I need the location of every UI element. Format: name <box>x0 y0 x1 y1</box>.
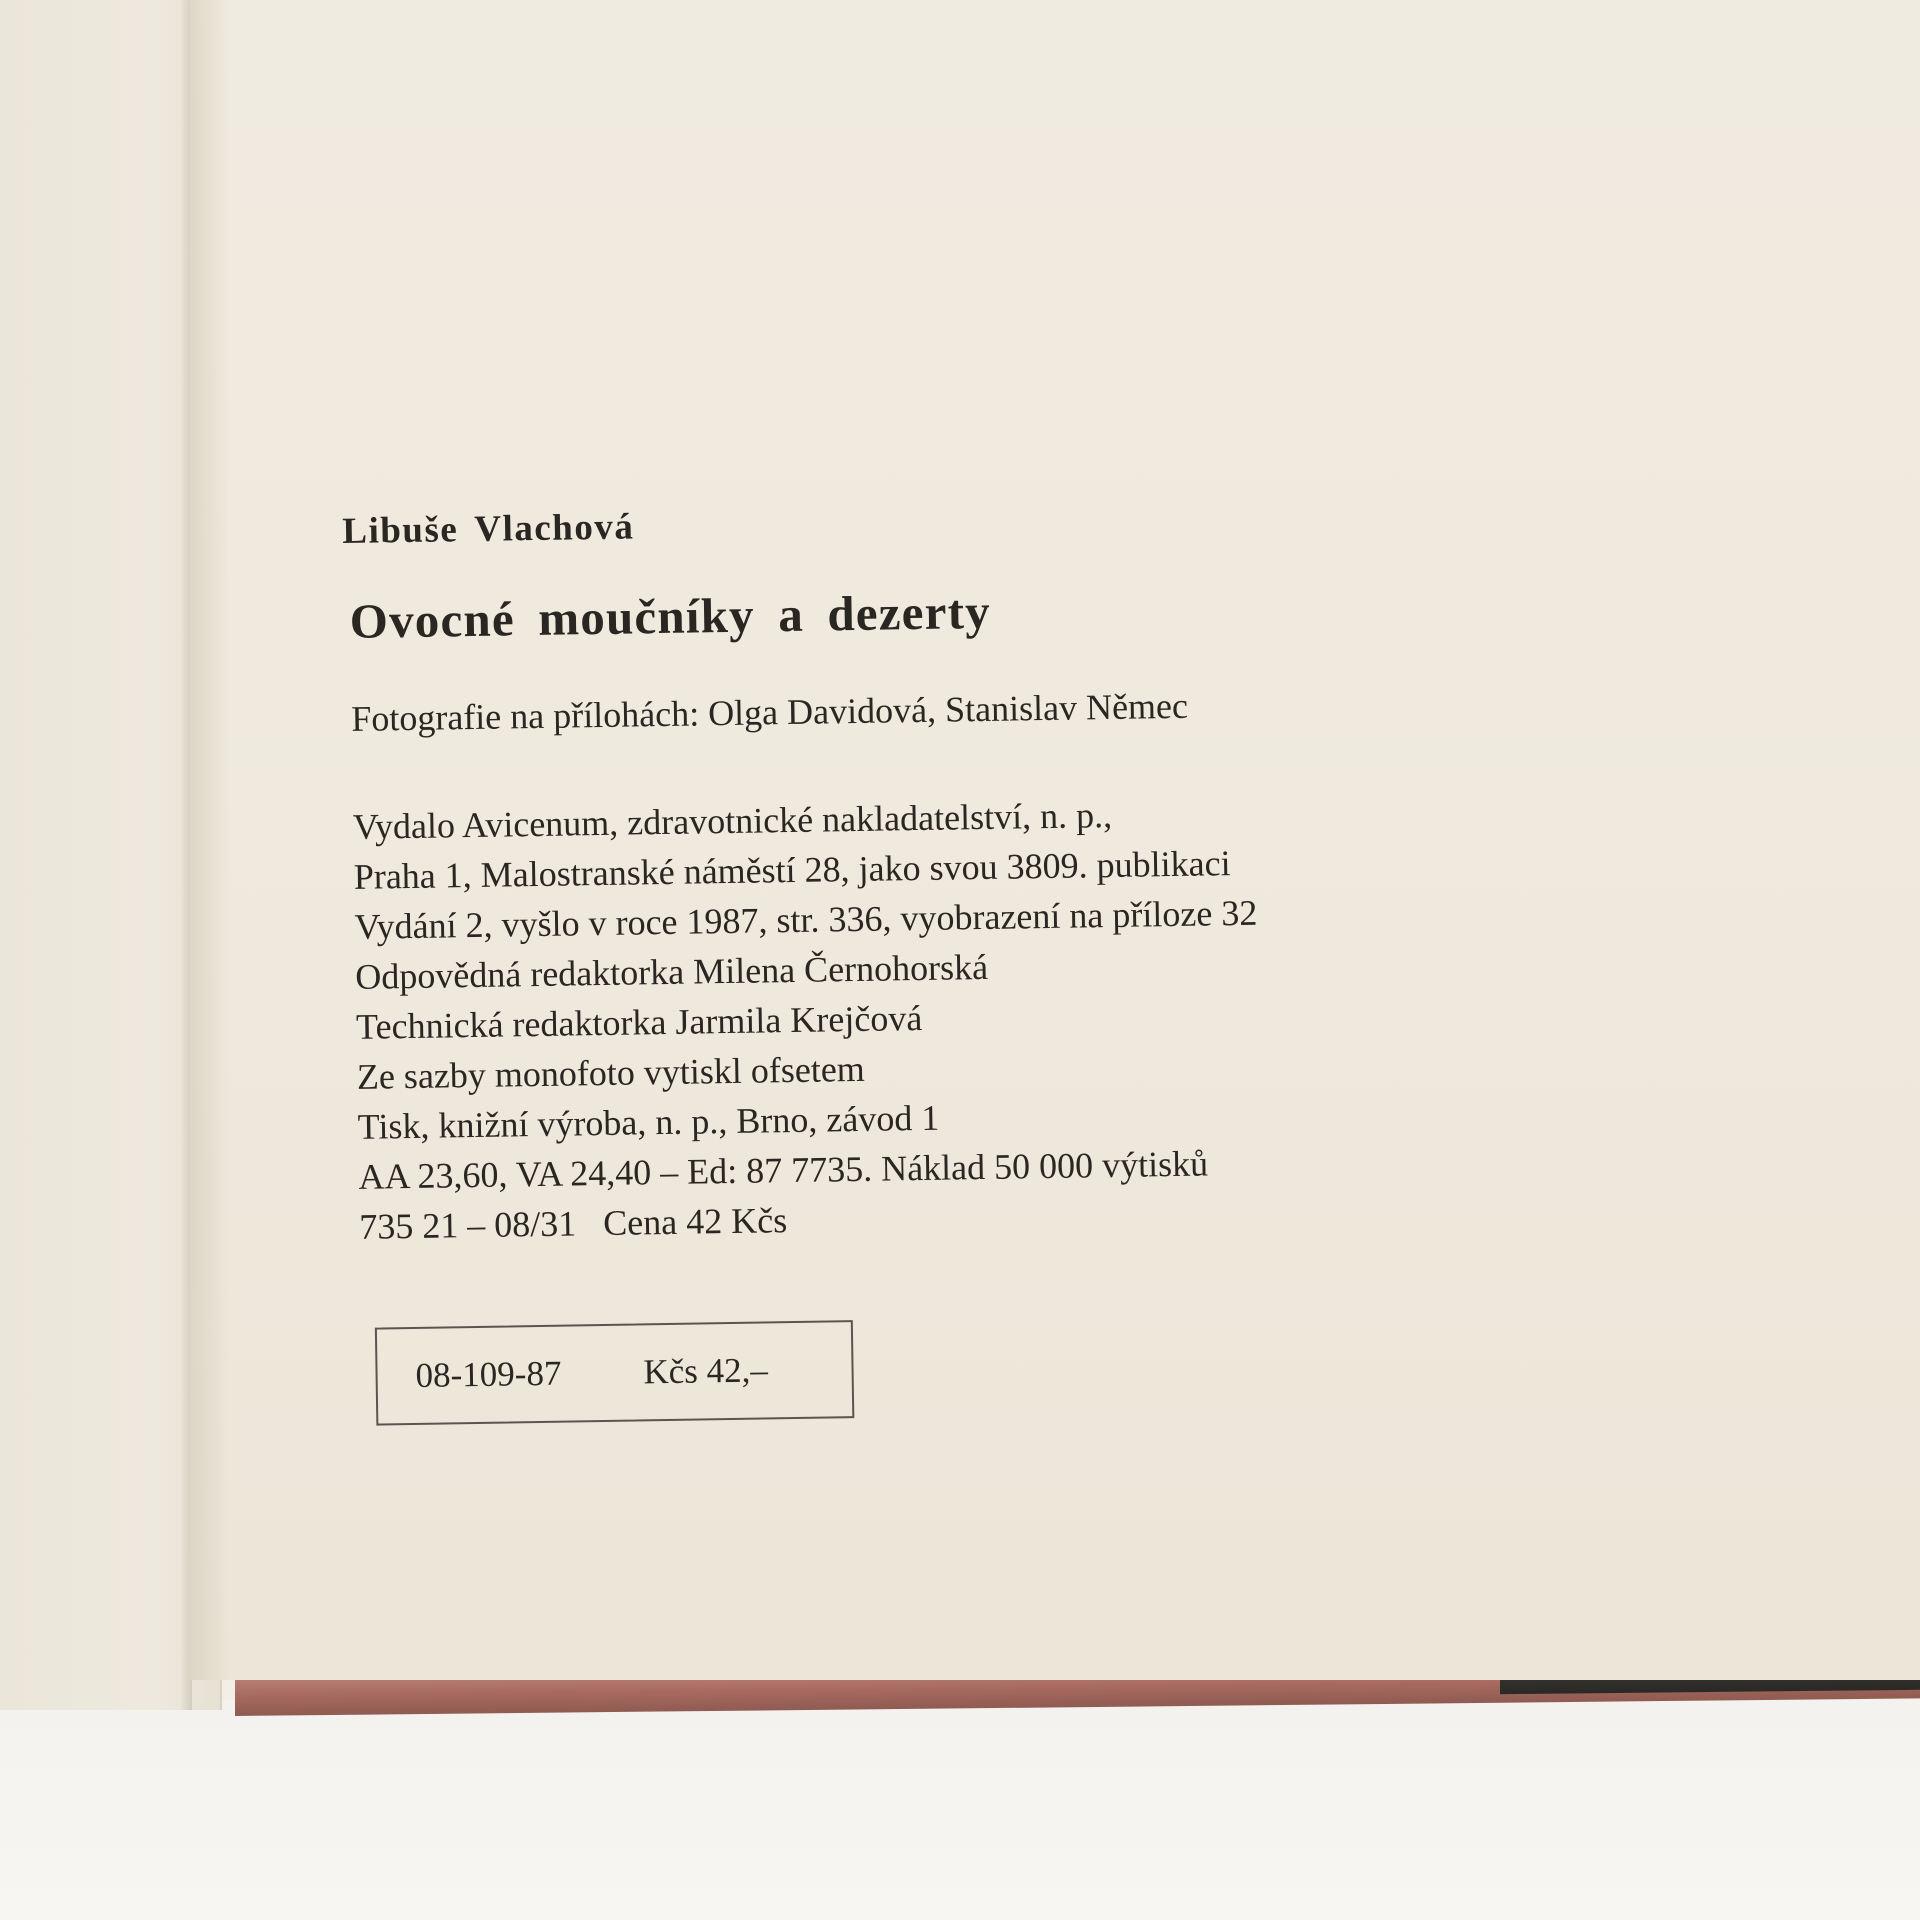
price-box-price: Kčs 42,– <box>643 1350 769 1392</box>
imprint-line: Technická redaktorka Jarmila Krejčová <box>355 997 923 1047</box>
imprint-page-text <box>342 493 1456 1426</box>
price-box-code: 08-109-87 <box>415 1353 562 1395</box>
price-box <box>375 1320 854 1425</box>
imprint-lines <box>353 785 1454 1252</box>
imprint-line: Vydalo Avicenum, zdravotnické nakladatelství, n. p., <box>352 794 1113 847</box>
imprint-line: AA 23,60, VA 24,40 – Ed: 87 7735. Náklad 50 000 výtisků <box>358 1143 1209 1197</box>
table-surface <box>0 1700 1920 1920</box>
page-gutter <box>190 0 230 1680</box>
author-name: Libuše Vlachová <box>342 506 635 552</box>
imprint-line: Vydání 2, vyšlo v roce 1987, str. 336, vyobrazení na příloze 32 <box>354 892 1258 947</box>
imprint-line: Praha 1, Malostranské náměstí 28, jako svou 3809. publikaci <box>353 843 1231 897</box>
imprint-line: Ze sazby monofoto vytiskl ofsetem <box>356 1048 866 1097</box>
imprint-line: 735 21 – 08/31 Cena 42 Kčs <box>358 1200 788 1247</box>
imprint-line: Odpovědná redaktorka Milena Černohorská <box>355 946 989 997</box>
photo-credits: Fotografie na přílohách: Olga Davidová, Stanislav Němec <box>350 685 1189 739</box>
book-title: Ovocné moučníky a dezerty <box>349 583 992 649</box>
imprint-line: Tisk, knižní výroba, n. p., Brno, závod 1 <box>357 1097 940 1147</box>
